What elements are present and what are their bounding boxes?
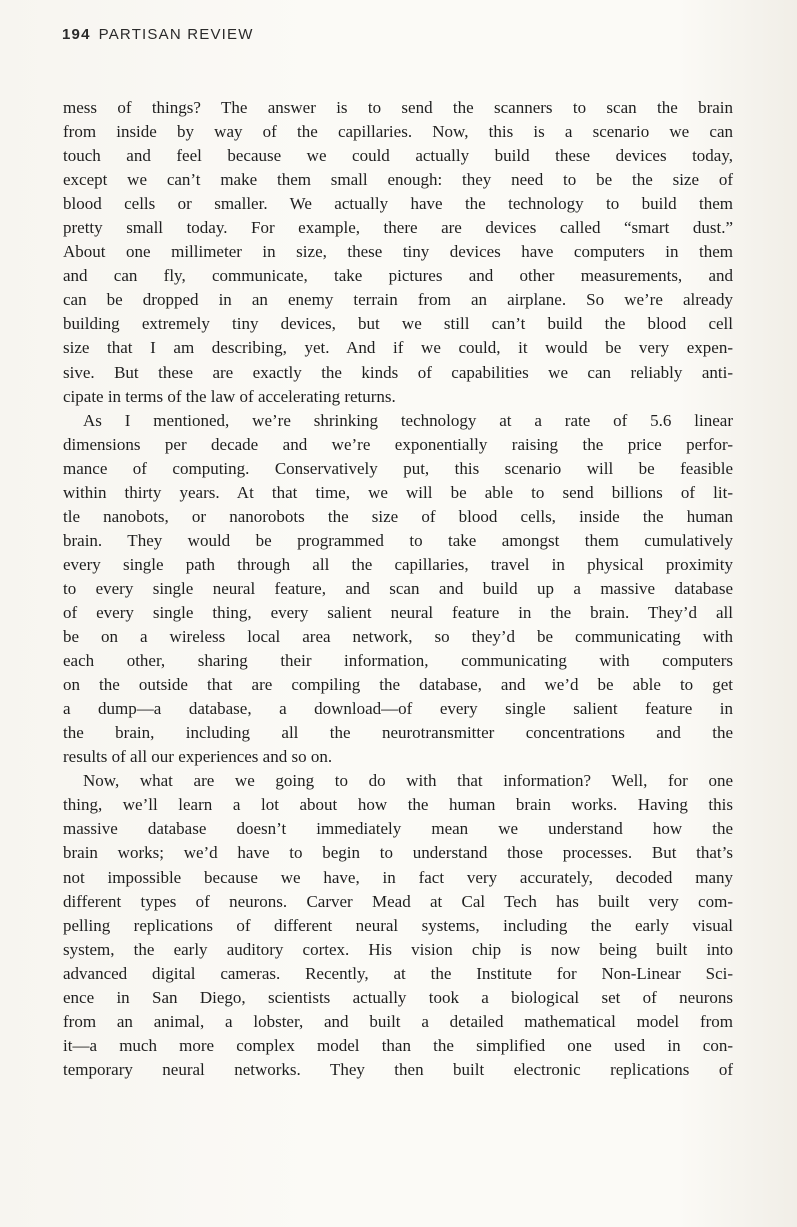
text-line: tle nanobots, or nanorobots the size of blood cells, inside the human <box>63 506 733 526</box>
text-line: dimensions per decade and we’re exponentially raising the price perfor- <box>63 434 733 454</box>
running-title: PARTISAN REVIEW <box>98 26 254 43</box>
text-line: to every single neural feature, and scan and build up a massive database <box>63 578 733 598</box>
text-line: sive. But these are exactly the kinds of capabilities we can reliably anti- <box>63 362 733 382</box>
text-line: size that I am describing, yet. And if we could, it would be very expen- <box>63 338 733 358</box>
text-line: of every single thing, every salient neural feature in the brain. They’d all <box>63 602 733 622</box>
text-line: cipate in terms of the law of accelerating returns. <box>63 386 396 406</box>
text-line: different types of neurons. Carver Mead at Cal Tech has built very com- <box>63 891 733 911</box>
text-line: blood cells or smaller. We actually have the technology to build them <box>63 194 733 214</box>
text-line: system, the early auditory cortex. His vision chip is now being built into <box>63 939 733 959</box>
text-line: be on a wireless local area network, so they’d be communicating with <box>63 627 733 647</box>
page-number: 194 <box>62 26 91 43</box>
text-line: mance of computing. Conservatively put, this scenario will be feasible <box>63 458 733 478</box>
text-line: pretty small today. For example, there are devices called “smart dust.” <box>63 218 733 238</box>
body-text <box>63 96 733 1082</box>
text-line: pelling replications of different neural systems, including the early visual <box>63 915 733 935</box>
text-line: and can fly, communicate, take pictures and other measurements, and <box>63 266 733 286</box>
text-line: on the outside that are compiling the database, and we’d be able to get <box>63 675 733 695</box>
text-line: each other, sharing their information, communicating with computers <box>63 651 733 671</box>
text-line: As I mentioned, we’re shrinking technology at a rate of 5.6 linear <box>83 410 733 430</box>
text-line: results of all our experiences and so on. <box>63 747 333 767</box>
paragraph <box>63 96 733 409</box>
text-line: massive database doesn’t immediately mean we understand how the <box>63 819 733 839</box>
text-line: every single path through all the capillaries, travel in physical proximity <box>63 554 733 574</box>
text-line: brain. They would be programmed to take amongst them cumulatively <box>63 530 733 550</box>
text-line: from an animal, a lobster, and built a detailed mathematical model from <box>63 1011 733 1031</box>
text-line: not impossible because we have, in fact very accurately, decoded many <box>63 867 733 887</box>
paragraph <box>63 769 733 1082</box>
text-line: touch and feel because we could actually build these devices today, <box>63 146 733 166</box>
paragraph <box>63 409 733 770</box>
text-line: building extremely tiny devices, but we still can’t build the blood cell <box>63 314 733 334</box>
text-line: except we can’t make them small enough: they need to be the size of <box>63 170 733 190</box>
text-line: About one millimeter in size, these tiny devices have computers in them <box>63 242 733 262</box>
text-line: temporary neural networks. They then built electronic replications of <box>63 1059 733 1079</box>
text-line: ence in San Diego, scientists actually took a biological set of neurons <box>63 987 733 1007</box>
running-header <box>62 26 254 43</box>
text-line: it—a much more complex model than the simplified one used in con- <box>63 1035 733 1055</box>
text-line: from inside by way of the capillaries. Now, this is a scenario we can <box>63 122 733 142</box>
text-line: Now, what are we going to do with that information? Well, for one <box>83 771 733 791</box>
text-line: can be dropped in an enemy terrain from an airplane. So we’re already <box>63 290 733 310</box>
text-line: within thirty years. At that time, we will be able to send billions of lit- <box>63 482 733 502</box>
text-line: the brain, including all the neurotransmitter concentrations and the <box>63 723 733 743</box>
text-line: mess of things? The answer is to send the scanners to scan the brain <box>63 98 733 117</box>
text-line: advanced digital cameras. Recently, at the Institute for Non-Linear Sci- <box>63 963 733 983</box>
text-line: brain works; we’d have to begin to understand those processes. But that’s <box>63 843 733 863</box>
text-line: thing, we’ll learn a lot about how the human brain works. Having this <box>63 795 733 815</box>
text-line: a dump—a database, a download—of every single salient feature in <box>63 699 733 719</box>
